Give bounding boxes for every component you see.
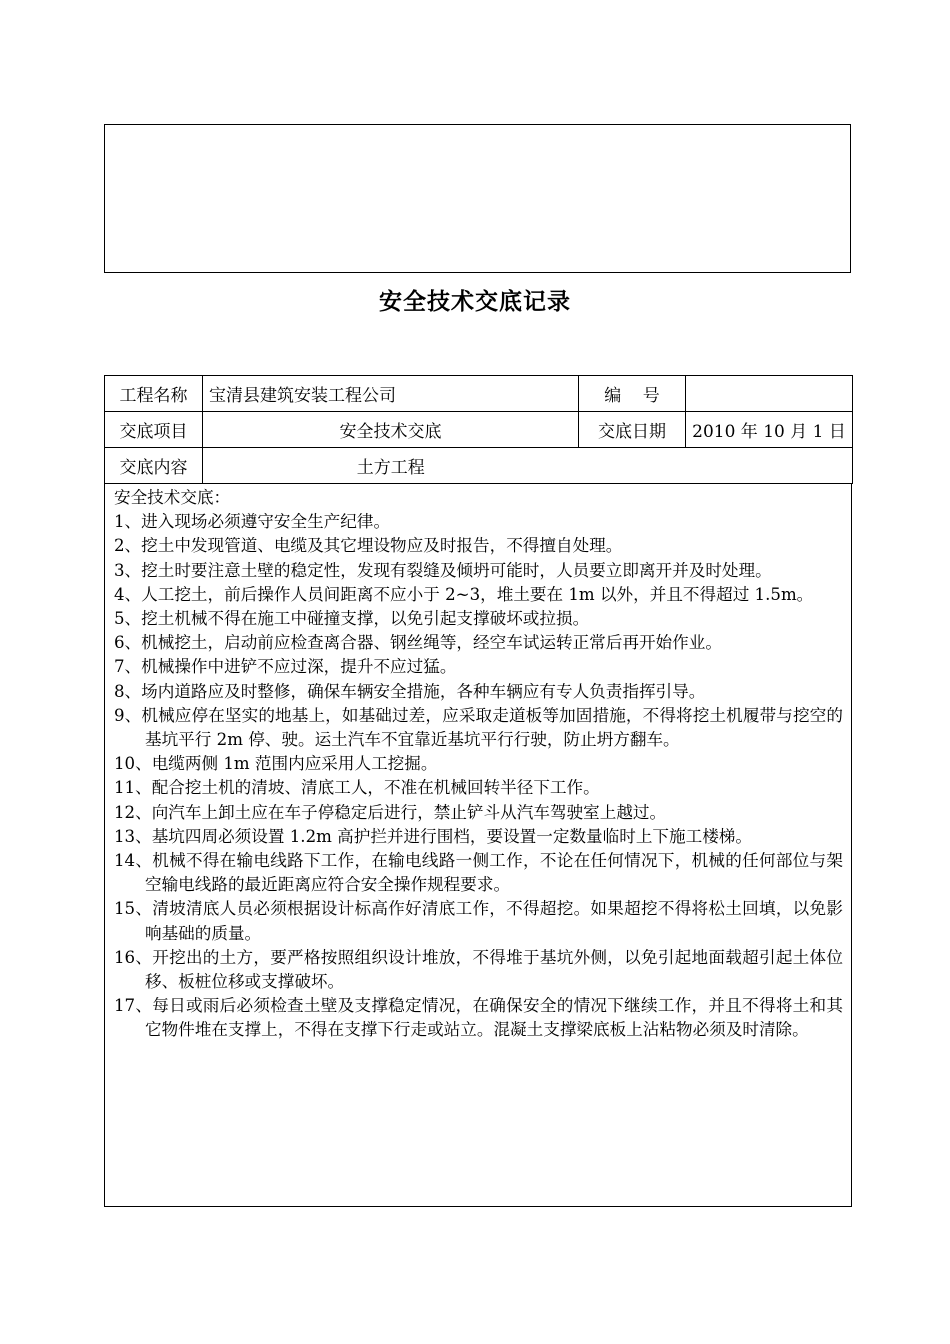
number-label: 编 号 (579, 376, 686, 412)
number-value (686, 376, 853, 412)
list-item: 12、向汽车上卸土应在车子停稳定后进行，禁止铲斗从汽车驾驶室上越过。 (114, 802, 667, 822)
info-table (104, 375, 853, 484)
list-item: 2、挖土中发现管道、电缆及其它埋设物应及时报告，不得擅自处理。 (114, 536, 623, 556)
date-label: 交底日期 (579, 412, 686, 448)
list-item: 8、场内道路应及时整修，确保车辆安全措施，各种车辆应有专人负责指挥引导。 (114, 681, 706, 701)
list-item: 15、清坡清底人员必须根据设计标高作好清底工作，不得超挖。如果超挖不得将松土回填，以免影响基础的质量。 (114, 899, 843, 943)
list-item: 16、开挖出的土方，要严格按照组织设计堆放，不得堆于基坑外侧，以免引起地面载超引起土体位移、板桩位移或支撑破坏。 (114, 947, 843, 992)
content-value-spacer (579, 448, 686, 484)
content-value: 土方工程 (203, 448, 579, 484)
content-value-spacer (686, 448, 853, 484)
list-item: 13、基坑四周必须设置 1.2m 高护拦并进行围档，要设置一定数量临时上下施工楼梯。 (114, 826, 752, 846)
table-row (105, 448, 853, 484)
project-name-value: 宝清县建筑安装工程公司 (203, 376, 579, 412)
table-row (105, 412, 853, 448)
list-item: 5、挖土机械不得在施工中碰撞支撑，以免引起支撑破坏或拉损。 (114, 609, 590, 629)
item-label: 交底项目 (105, 412, 203, 448)
project-name-label: 工程名称 (105, 376, 203, 412)
list-item: 6、机械挖土，启动前应检查离合器、钢丝绳等，经空车试运转正常后再开始作业。 (114, 633, 722, 653)
content-label: 交底内容 (105, 448, 203, 484)
list-item: 14、机械不得在输电线路下工作，在输电线路一侧工作，不论在任何情况下，机械的任何部位与架空输电线路的最近距离应符合安全操作规程要求。 (114, 851, 843, 895)
list-item: 11、配合挖土机的清坡、清底工人，不准在机械回转半径下工作。 (114, 778, 600, 798)
header-blank-box (104, 124, 851, 273)
date-value: 2010 年 10 月 1 日 (686, 412, 853, 448)
list-item: 3、挖土时要注意土壁的稳定性，发现有裂缝及倾坍可能时，人员要立即离开并及时处理。 (114, 560, 772, 580)
list-item: 7、机械操作中进铲不应过深，提升不应过猛。 (114, 657, 457, 677)
content-body (104, 483, 852, 1207)
content-heading: 安全技术交底： (114, 488, 231, 507)
list-item: 1、进入现场必须遵守安全生产纪律。 (114, 512, 391, 532)
list-item: 17、每日或雨后必须检查土壁及支撑稳定情况，在确保安全的情况下继续工作，并且不得将土和其它物件堆在支撑上，不得在支撑下行走或站立。混凝土支撑梁底板上沾粘物必须及时清除。 (114, 996, 843, 1040)
table-row (105, 376, 853, 412)
list-item: 10、电缆两侧 1m 范围内应采用人工挖掘。 (114, 754, 438, 774)
page-title: 安全技术交底记录 (379, 288, 571, 315)
list-item: 4、人工挖土，前后操作人员间距离不应小于 2~3，堆土要在 1m 以外，并且不得超过 1.5m。 (114, 584, 814, 604)
item-value: 安全技术交底 (203, 412, 579, 448)
list-item: 9、机械应停在坚实的地基上，如基础过差，应采取走道板等加固措施，不得将挖土机履带与挖空的基坑平行 2m 停、驶。运土汽车不宜靠近基坑平行行驶，防止坍方翻车。 (114, 705, 843, 750)
